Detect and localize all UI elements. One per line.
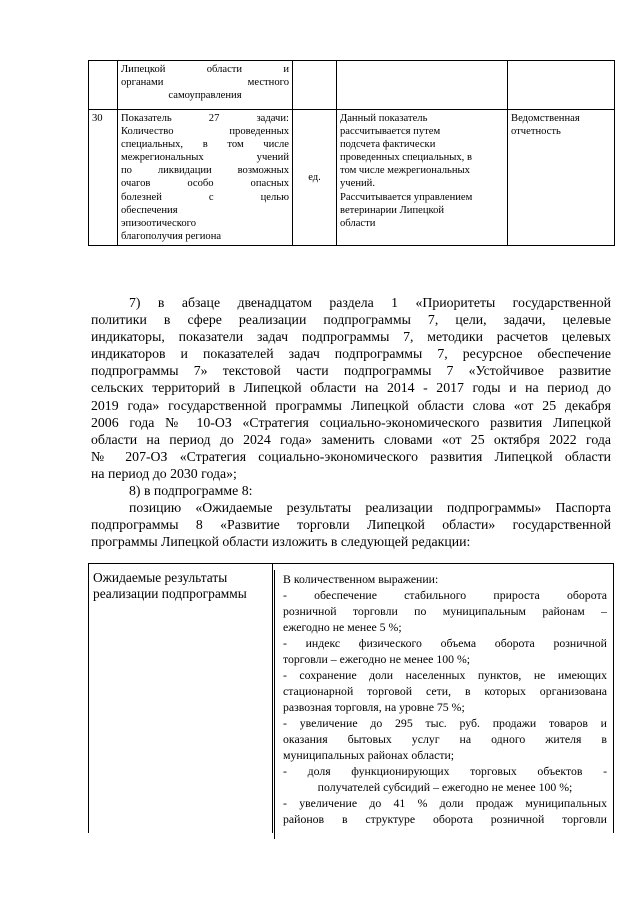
cell-line: районов в структуре оборота розничной торговли [283, 812, 607, 826]
text-line: индикаторы, показатели задач подпрограммы 7, методики расчетов целевых [91, 329, 611, 345]
table-row [89, 61, 615, 110]
cell-line: специальных, в том числе [121, 139, 289, 151]
text-line: позицию «Ожидаемые результаты реализации подпрограммы» Паспорта [129, 500, 611, 516]
cell-line: - увеличение до 41 % доли продаж муниципальных [283, 796, 607, 810]
cell-line: обеспечения [121, 204, 178, 216]
cell-line: рассчитывается путем [340, 126, 441, 138]
cell-line: торговли – ежегодно не менее 100 %; [283, 652, 471, 666]
cell-line: межрегиональных учений [121, 152, 289, 164]
table-cell-method [337, 110, 508, 246]
cell-line: болезней с целью [121, 191, 289, 203]
cell-line: самоуправления [168, 90, 242, 102]
paragraph-position [91, 499, 611, 550]
cell-line: благополучия региона [121, 230, 222, 242]
cell-line: - сохранение доли населенных пунктов, не имеющих [283, 668, 607, 682]
text-line: индикаторов и показателей задач подпрограммы 7, ресурсное обеспечение [91, 346, 611, 362]
cell-line: отчетность [511, 126, 561, 138]
table-inner-border [92, 570, 275, 839]
table-row [89, 110, 615, 246]
paragraph-item-7 [91, 294, 611, 482]
table-cell-indicator [118, 61, 293, 110]
cell-line: ежегодно не менее 5 %; [283, 620, 402, 634]
text-line: политики в сфере реализации подпрограммы 7, цели, задачи, целевые [91, 312, 611, 328]
table-cell-method [337, 61, 508, 110]
cell-line: эпизоотического [121, 217, 197, 229]
cell-line: - индекс физического объема оборота розничной [283, 636, 607, 650]
indicators-table [88, 60, 615, 246]
table-cell-source [508, 61, 615, 110]
paragraph-item-8 [91, 482, 611, 499]
text-line: подпрограммы 8 «Развитие торговли Липецкой области» государственной [91, 517, 611, 533]
cell-line: Количество проведенных [121, 126, 289, 138]
cell-line: ветеринарии Липецкой [340, 204, 445, 216]
cell-line: по ликвидации возможных [121, 165, 289, 177]
text-line: 2019 года» государственной программы Липецкой области слова «от 25 декабря [91, 397, 611, 413]
cell-line: Ожидаемые результаты [93, 570, 228, 585]
cell-line: муниципальных районах области; [283, 748, 455, 762]
table-cell-indicator [118, 110, 293, 246]
cell-line: развозная торговля, на уровне 75 %; [283, 700, 465, 714]
cell-line: Показатель 27 задачи: [121, 113, 289, 124]
table-cell-content [278, 564, 613, 840]
text-line: 7) в абзаце двенадцатом раздела 1 «Приоритеты государственной [129, 295, 611, 310]
cell-line: - обеспечение стабильного прироста оборота [283, 588, 607, 602]
text-line: подпрограммы 7» текстовой части подпрограммы 7 «Устойчивое развитие [91, 363, 611, 379]
cell-line: - увеличение до 295 тыс. руб. продажи товаров и [283, 716, 607, 730]
cell-line: проведенных специальных, в [340, 152, 472, 164]
cell-line: учений. [340, 178, 375, 190]
cell-line: - доля функционирующих торговых объектов - [283, 764, 607, 778]
cell-line: органами местного [121, 77, 289, 89]
cell-line: Ведомственная [511, 113, 580, 124]
cell-line: том числе межрегиональных [340, 165, 470, 177]
cell-line: Рассчитывается управлением [340, 191, 473, 203]
cell-line: оказания бытовых услуг на одного жителя в [283, 732, 607, 746]
cell-line: подсчета фактически [340, 139, 436, 151]
cell-line: реализации подпрограммы [93, 586, 247, 601]
table-cell-num [89, 61, 118, 110]
table-cell-num: 30 [89, 110, 118, 246]
table-cell-unit: ед. [293, 110, 337, 246]
text-line: программы Липецкой области изложить в следующей редакции: [91, 534, 471, 550]
cell-line: В количественном выражении: [283, 572, 439, 586]
cell-line: стационарной торговой сети, в которых организована [283, 684, 607, 698]
cell-line: области [340, 217, 376, 229]
document-body [91, 294, 611, 550]
table-cell-unit [293, 61, 337, 110]
cell-line: розничной торговли по муниципальным районам – [283, 604, 607, 618]
table-cell-source [508, 110, 615, 246]
cell-line: Липецкой области и [121, 64, 289, 75]
text-line: 2006 года № 10-ОЗ «Стратегия социально-экономического развития Липецкой [91, 414, 611, 430]
text-line: области на период до 2024 года» заменить словами «от 25 октября 2022 года [91, 431, 611, 447]
cell-line: очагов особо опасных [121, 178, 289, 190]
cell-line: Данный показатель [340, 113, 428, 124]
text-line: на период до 2030 года»; [91, 465, 237, 481]
cell-line: получателей субсидий – ежегодно не менее 100 %; [317, 780, 573, 794]
text-line: 8) в подпрограмме 8: [129, 483, 253, 499]
text-line: сельских территорий в Липецкой области на 2014 - 2017 годы и на период до [91, 380, 611, 396]
text-line: № 207-ОЗ «Стратегия социально-экономического развития Липецкой области [91, 448, 611, 464]
expected-results-table [88, 563, 614, 833]
